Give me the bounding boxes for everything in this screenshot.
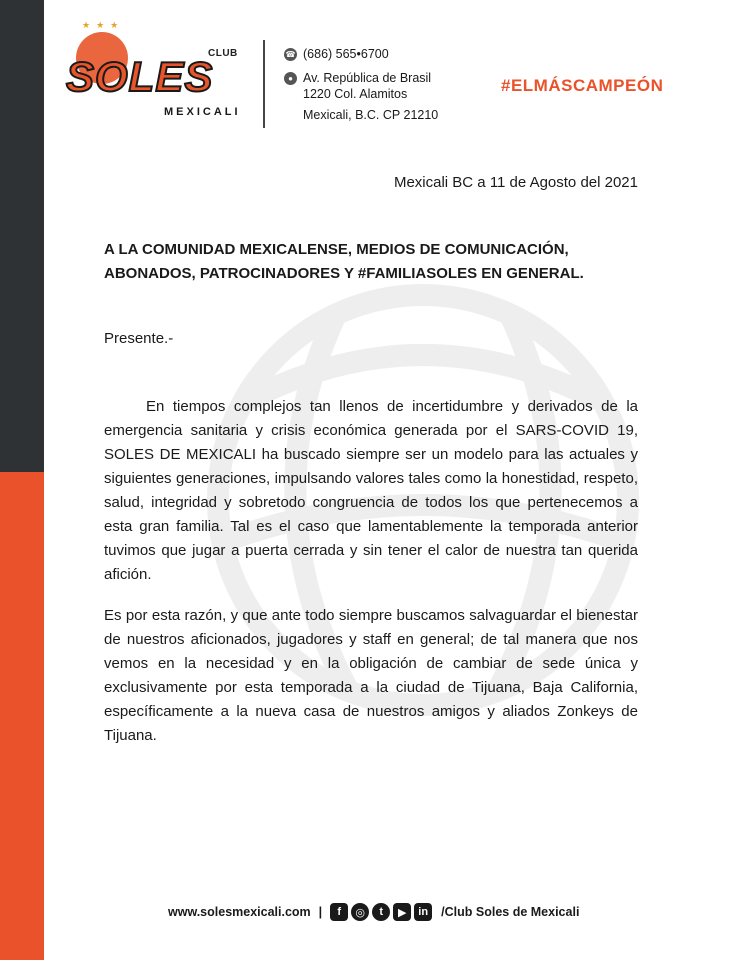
contact-phone: (686) 565•6700 [303,47,389,61]
website-link[interactable]: www.solesmexicali.com [168,905,311,919]
addressee-line1: A LA COMUNIDAD MEXICALENSE, MEDIOS DE COMUNICACIÓN, [104,241,569,258]
contact-address-row [284,70,431,102]
linkedin-icon[interactable]: in [414,903,432,921]
logo-city: MEXICALI [164,106,241,118]
social-handle: /Club Soles de Mexicali [441,905,580,919]
logo-club-text: CLUB [208,48,238,59]
header-divider [263,40,265,128]
contact-address-line1: Av. República de Brasil [303,71,432,85]
side-stripe-dark [0,0,44,472]
location-pin-icon: ● [284,72,297,85]
contact-phone-row [284,46,431,62]
stars-icon: ★★★ [82,20,125,30]
instagram-icon[interactable]: ◎ [351,903,369,921]
phone-icon: ☎ [284,48,297,61]
paragraph-1: En tiempos complejos tan llenos de incertidumbre y derivados de la emergencia sanitaria y crisis económica generada por el SARS-COVID 19, SOLES DE MEXICALI ha buscado siempre ser un modelo para las actuales y siguientes generaciones, impulsando valores tales como la honestidad, respeto, salud, integridad y sobretodo congruencia de todos los que pertenecemos a esta gran familia. Tal es el caso que lamentablemente la temporada anterior tuvimos que jugar a puerta cerrada y sin tener el calor de nuestra tan querida afición. [104,398,638,583]
youtube-icon[interactable]: ▶ [393,903,411,921]
hashtag: #ELMÁSCAMPEÓN [501,76,664,95]
footer [168,903,579,921]
contact-city: Mexicali, B.C. CP 21210 [303,108,439,122]
logo-name: SOLES [66,53,214,100]
letter-greeting: Presente.- [104,330,174,347]
twitter-icon[interactable]: t [372,903,390,921]
addressee-line2: ABONADOS, PATROCINADORES Y #FAMILIASOLES EN GENERAL. [104,265,584,282]
club-logo [62,20,247,130]
footer-separator: | [318,905,323,919]
contact-address-line2: 1220 Col. Alamitos [303,87,408,101]
contact-block [284,46,431,110]
letter-date: Mexicali BC a 11 de Agosto del 2021 [393,174,638,191]
side-stripe-orange [0,472,44,960]
paragraph-2: Es por esta razón, y que ante todo siempre buscamos salvaguardar el bienestar de nuestros aficionados, jugadores y staff en general; de tal manera que nos vemos en la necesidad y en la obligación de cambiar de sede única y exclusivamente por esta temporada a la ciudad de Tijuana, Baja California, específicamente a la nueva casa de nuestros amigos y aliados Zonkeys de Tijuana. [104,607,638,744]
letter-addressee [104,238,644,286]
facebook-icon[interactable]: f [330,903,348,921]
